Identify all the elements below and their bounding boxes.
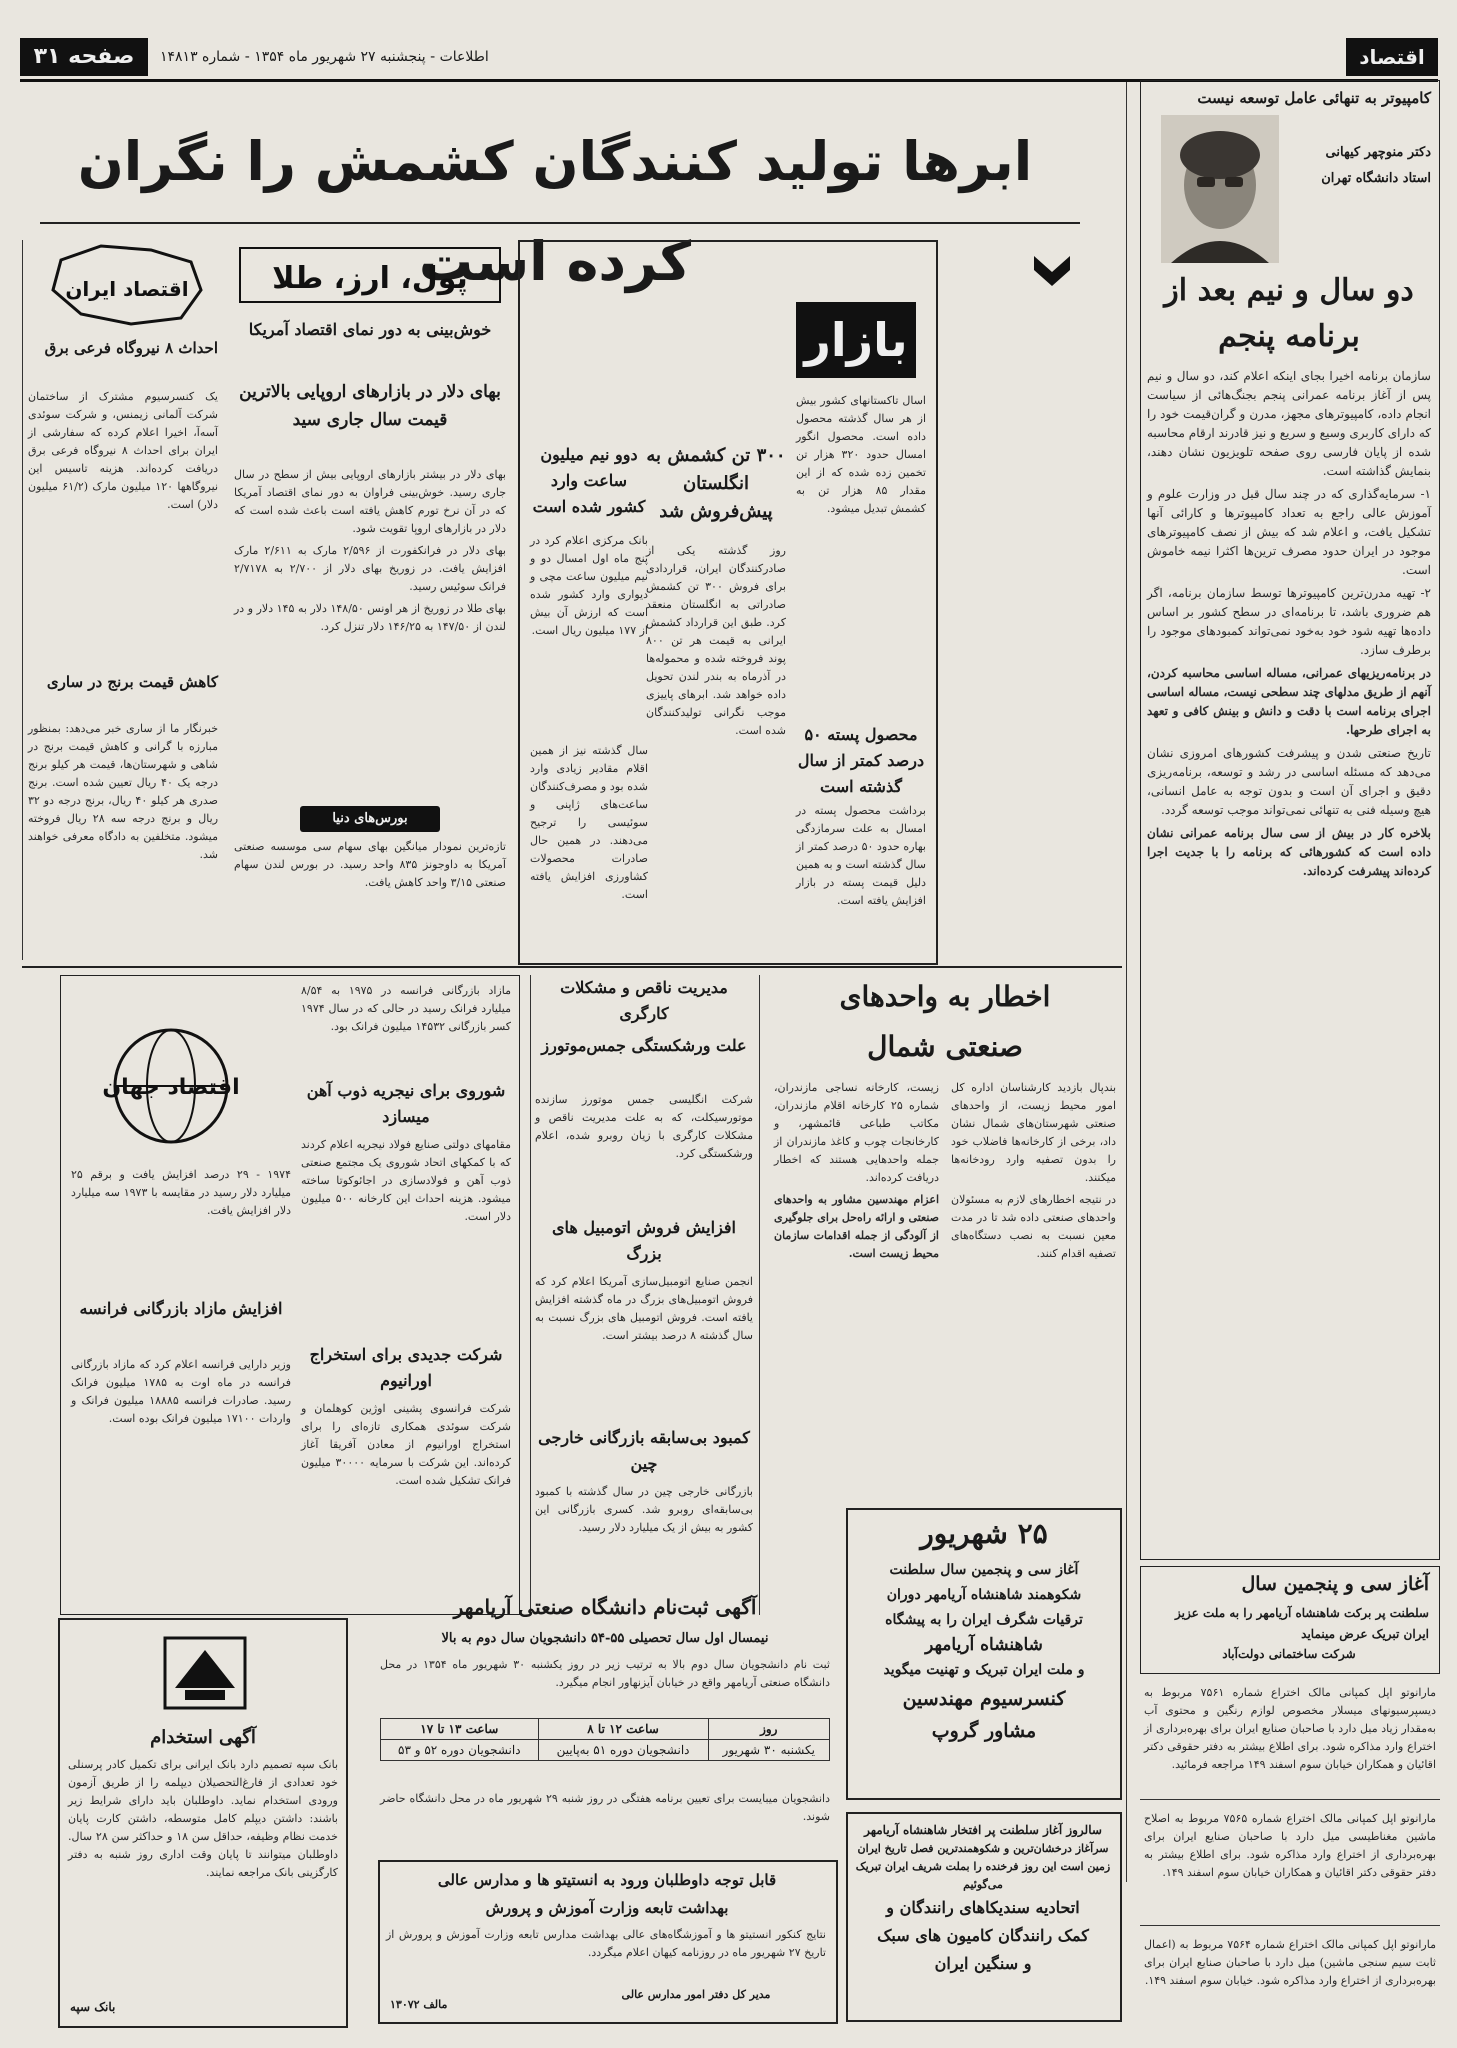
world-economy-section: [60, 975, 520, 1615]
bazaar-label: بازار: [796, 302, 916, 378]
hiring-ad: [58, 1618, 348, 2028]
right-column-divider: [1126, 82, 1127, 1882]
school-body: نتایج کنکور انستیتو ها و آموزشگاه‌های عالی بهداشت مدارس تابعه وزارت آموزش و پرورش از تاریخ ۲۷ شهریور ماه در روزنامه کیهان اعلام میگردد.: [386, 1928, 826, 1959]
university-table: [380, 1718, 830, 1778]
article-paragraph: سازمان برنامه اخیرا بجای اینکه اعلام کند، دو سال و نیم پس از آغاز برنامه عمرانی پنجم بجنگ‌هائی از سیاست انجام داده، کامپیوترهای مجهز، مدرن و گران‌قیمت خود را که دارای کاربری وسیع و سریع و نیز قادرند ارقام محاسبه شده از پایان فارسی روی صفحه تلویزیون نشان دهند، بنمایش گذاشته است.: [1147, 369, 1431, 478]
iran-economy-h1: احداث ۸ نیروگاه فرعی برق: [44, 339, 218, 357]
classified-1: [1140, 1680, 1440, 1800]
page-number: صفحه ۳۱: [20, 38, 148, 76]
bazaar-section: [518, 240, 938, 965]
shahrivar-lines: [852, 1558, 1116, 1794]
article-kicker: کامپیوتر به تنهائی عامل توسعه نیست: [1197, 89, 1431, 107]
shahrivar-line: آغاز سی و پنجمین سال سلطنت: [889, 1562, 1079, 1578]
hiring-body: بانک سپه تصمیم دارد بانک ایرانی برای تکمیل کادر پرسنلی خود تعدادی از فارغ‌التحصیلان دیپلمه را از طریق آزمون ورودی استخدام نماید. داوطلبان باید دارای شرایط زیر باشند: داشتن دیپلم کامل متوسطه، داشتن کارت پایان خدمت نظام وظیفه، حداقل سن ۱۸ و حداکثر سن ۲۸ سال. داوطلبان میتوانند تا پایان وقت اداری روز شنبه به دفتر کارگزینی بانک مراجعه نمایند.: [68, 1758, 338, 1879]
drivers-line: اتحادیه سندیکاهای رانندگان و: [886, 1898, 1080, 1917]
university-intro: ثبت نام دانشجویان سال دوم بالا به ترتیب زیر در روز یکشنبه ۳۰ شهریور ماه ۱۳۵۴ در محل دانشگاه صنعتی آریامهر واقع در خیابان آیزنهاور انجام میگیرد.: [380, 1658, 830, 1689]
bazaar-story3-title: دوو نیم میلیون ساعت وارد کشور شده است: [532, 445, 646, 516]
classified-text: مارانوتو اپل کمپانی مالک اختراع شماره ۷۵۶۴ مربوط به (اعمال ثابت سیم سنجی ماشین) میل دارد با صاحبان صنایع ایران برای بهره‌برداری از اختراع وارد مذاکره شود. خیابان سوم اسفند ۱۴۹.: [1144, 1938, 1436, 1987]
warning-col2: [774, 1079, 939, 1529]
iran-economy-column: [22, 240, 222, 960]
computer-article: [1140, 80, 1440, 1560]
management-h3: کمبود بی‌سابقه بازرگانی خارجی چین: [538, 1428, 750, 1473]
world-economy-h2: شرکت جدیدی برای استخراج اورانیوم: [309, 1345, 503, 1390]
bazaar-story3-body: بانک مرکزی اعلام کرد در پنج ماه اول امسال دو و نیم میلیون ساعت مچی و دیواری وارد کشور شده است که ارزش آن بیش از ۱۷۷ میلیون ریال است.: [530, 534, 648, 637]
university-subtitle: نیمسال اول سال تحصیلی ۵۵-۵۴ دانشجویان سال دوم به بالا: [441, 1631, 769, 1646]
currency-column: [230, 240, 510, 960]
currency-subtitle: بهای دلار در بازارهای اروپایی بالاترین قیمت سال جاری سید: [239, 382, 501, 430]
bourse-label: بورس‌های دنیا: [300, 806, 440, 832]
drivers-line: سالروز آغاز سلطنت پر افتخار شاهنشاه آریامهر: [864, 1823, 1102, 1837]
shahrivar-big: ۲۵ شهریور: [920, 1517, 1048, 1550]
article-paragraph: تاریخ صنعتی شدن و پیشرفت کشورهای امروزی نشان می‌دهد که مسئله اساسی در رشد و توسعه، برنامه‌ریزی دقیق و اجرای آن است و بدون توجه به عامل انسانی، هیچ وسیله فنی به تنهائی نمی‌تواند موجب توسعه گردد.: [1147, 746, 1431, 817]
chevron-down-icon: [1030, 250, 1074, 298]
bazaar-story2-body: برداشت محصول پسته در امسال به علت سرمازدگی بهاره حدود ۵۰ درصد کمتر از سال گذشته است و به همین دلیل قیمت پسته در بازار افزایش یافته است.: [796, 804, 926, 907]
management-body2: انجمن صنایع اتومبیل‌سازی آمریکا اعلام کرد که فروش اتومبیل‌های بزرگ در ماه گذشته افزایش یافته است. فروش اتومبیل های بزرگ نسبت به سال گذشته ۸ درصد بیشتر است.: [535, 1275, 753, 1342]
table-header: ساعت ۱۳ تا ۱۷: [381, 1719, 539, 1740]
globe-logo: [81, 1016, 261, 1156]
article-paragraph: بلاخره کار در بیش از سی سال برنامه عمرانی نشان داده است که کشورهائی که برنامه را با جدیت اجرا کرده‌اند پیشرفت کرده‌اند.: [1147, 826, 1431, 878]
currency-logo: [240, 240, 500, 310]
world-economy-b2: شرکت فرانسوی پشینی اوژین کوهلمان و شرکت سوئدی همکاری تازه‌ای را برای استخراج اورانیوم از معادن آفریقا آغاز کرده‌اند. این شرکت با سرمایه ۳۰۰۰۰ میلیون فرانک تشکیل شده است.: [301, 1402, 511, 1487]
currency-paragraph: بهای دلار در فرانکفورت از ۲/۵۹۶ مارک به ۲/۶۱۱ مارک افزایش یافت. در زوریخ بهای دلار از ۲/۷۰۰ به ۲/۷۱۷۸ فرانک سوئیس رسید.: [234, 544, 506, 593]
article-body: [1147, 367, 1431, 1547]
classified-text: مارانوتو اپل کمپانی مالک اختراع شماره ۷۵۶۱ مربوط به دیسپرسیونهای میسلار مخصوص لوازم رنگین و محتوی آب به‌مقدار زیاد میل دارد با صاحبان صنایع ایران برای بهره‌برداری از اختراع وارد مذاکره شود. برای اطلاع بیشتر به دفتر حقوقی دکتر اقائیان و همکاران خیابان سوم اسفند ۱۴۹ مراجعه فرمائید.: [1144, 1686, 1436, 1771]
world-economy-mid: ۱۹۷۴ - ۲۹ درصد افزایش یافت و برقم ۲۵ میلیارد دلار رسید در مقایسه با ۱۹۷۳ سه میلیارد دلار افزایش یافت.: [71, 1168, 291, 1217]
issue-line: اطلاعات - پنجشنبه ۲۷ شهریور ماه ۱۳۵۴ - شماره ۱۴۸۱۳: [160, 49, 489, 65]
school-ad: [378, 1860, 838, 2024]
iran-logo-text: اقتصاد ایران: [65, 277, 189, 301]
warning-paragraph: زیست، کارخانه نساجی مازندران، شماره ۲۵ کارخانه اقلام مازندران، مکاتب طباعی قائمشهر، و کارخانجات چوب و کاغذ مازندران از جمله واحدهایی هستند که اخطار دریافت کرده‌اند.: [774, 1081, 940, 1184]
management-column: [530, 975, 760, 1615]
iran-economy-b1: یک کنسرسیوم مشترک از ساختمان شرکت آلمانی زیمنس، و شرکت سوئدی آسه‌آ، اخیرا اعلام کرده که سفارشی از ایران برای احداث ۸ نیروگاه فرعی برق دریافت کرده‌اند. هزینه تاسیس این نیروگاهها ۱۲۰ میلیون مارک (۶۱/۲ میلیون دلار) است.: [28, 390, 219, 511]
middle-rule: [22, 966, 1122, 968]
shahrivar-line: شاهنشاه آریامهر: [925, 1635, 1043, 1655]
article-title-line2: برنامه پنجم: [1218, 319, 1360, 354]
management-h2: افزایش فروش اتومبیل های بزرگ: [551, 1218, 736, 1263]
main-headline: ابرها تولید کنندگان کشمش را نگران کرده است: [77, 130, 1033, 293]
warning-title1: اخطار به واحدهای: [839, 980, 1051, 1013]
currency-paragraph: بهای طلا در زوریخ از هر اونس ۱۴۸/۵۰ دلار به ۱۴۵ دلار و در لندن از ۱۴۷/۵۰ به ۱۴۶/۲۵ دلار تنزل کرد.: [234, 602, 506, 633]
university-title: آگهی ثبت‌نام دانشگاه صنعتی آریامهر: [453, 1595, 757, 1619]
table-cell: دانشجویان دوره ۵۲ و ۵۳: [381, 1740, 539, 1761]
warning-paragraph: اعزام مهندسین مشاور به واحدهای صنعتی و ارائه راه‌حل برای جلوگیری از آلودگی از جمله اقدامات سازمان محیط زیست است.: [774, 1193, 939, 1260]
school-ref: مالف ۱۳۰۷۲: [390, 1998, 448, 2011]
world-economy-b1: مقامهای دولتی صنایع فولاد نیجریه اعلام کردند که با کمکهای اتحاد شوروی یک مجتمع صنعتی ذوب آهن و فولادسازی در اجائوکوتا ساخته میشود. هزینه احداث این کارخانه ۵۰۰ میلیون دلار است.: [301, 1138, 511, 1223]
headline-rule: [40, 222, 1080, 224]
shahrivar-line: شکوهمند شاهنشاه آریامهر دوران: [886, 1587, 1082, 1603]
author-name: دکتر منوچهر کیهانی: [1325, 145, 1431, 160]
school-title1: قابل توجه داوطلبان ورود به انستیتو ها و مدارس عالی: [437, 1871, 777, 1889]
table-cell: دانشجویان دوره ۵۱ به‌پایین: [538, 1740, 708, 1761]
drivers-line: و سنگین ایران: [934, 1954, 1032, 1973]
warning-col1: [951, 1079, 1116, 1529]
author-title: استاد دانشگاه تهران: [1321, 171, 1431, 186]
classified-3: [1140, 1932, 1440, 2032]
world-economy-b3: وزیر دارایی فرانسه اعلام کرد که مازاد بازرگانی فرانسه در ماه اوت به ۱۷۸۵ میلیون فرانک رسید. صادرات فرانسه ۱۸۸۸۵ میلیون فرانک و واردات ۱۷۱۰۰ میلیون فرانک بوده است.: [71, 1358, 291, 1425]
university-ad: [370, 1590, 840, 1850]
school-title2: بهداشت تابعه وزارت آموزش و پرورش: [485, 1899, 729, 1917]
bourse-body: تازه‌ترین نمودار میانگین بهای سهام سی موسسه صنعتی آمریکا به داوجونز ۸۳۵ واحد رسید. در بورس لندن سهام صنعتی ۳/۱۵ واحد کاهش یافت.: [234, 840, 506, 889]
iran-map-logo: [41, 240, 211, 330]
world-economy-h3: افزایش مازاد بازرگانی فرانسه: [79, 1299, 283, 1318]
shahrivar-line: مشاور گروپ: [931, 1720, 1037, 1742]
drivers-line: کمک رانندگان کامیون های سبک: [877, 1926, 1089, 1945]
shahrivar-line: کنسرسیوم مهندسین: [902, 1688, 1066, 1710]
drivers-union-ad: [846, 1812, 1122, 2022]
masthead: [20, 38, 1438, 82]
warning-title2: صنعتی شمال: [867, 1030, 1023, 1063]
announcement-title: آغاز سی و پنجمین سال: [1241, 1573, 1429, 1595]
section-label: اقتصاد: [1346, 38, 1438, 76]
table-header: ساعت ۱۲ تا ۸: [538, 1719, 708, 1740]
article-paragraph: ۲- تهیه مدرن‌ترین کامپیوترها توسط سازمان برنامه، اگر هم ضروری باشد، تا برنامه‌ای در سطح کشور بر اساس داده‌ها تهیه شود خود به‌خود نمی‌تواند کمبودهای موجود را برطرف سازد.: [1147, 586, 1431, 657]
currency-title: خوش‌بینی به دور نمای اقتصاد آمریکا: [248, 320, 492, 339]
currency-body: [234, 466, 506, 796]
table-row: [381, 1740, 830, 1761]
iran-economy-h2: کاهش قیمت برنج در ساری: [46, 673, 218, 691]
hiring-signature: بانک سپه: [70, 2000, 116, 2014]
classified-text: مارانوتو اپل کمپانی مالک اختراع شماره ۷۵۶۵ مربوط به اصلاح ماشین مغناطیسی میل دارد با صاحبان صنایع ایران برای بهره‌برداری از اختراع وارد مذاکره شود. برای اطلاع بیشتر به دفتر حقوقی دکتر اقائیان و همکاران خیابان سوم اسفند ۱۴۹.: [1144, 1812, 1436, 1879]
hiring-title: آگهی استخدام: [150, 1727, 256, 1748]
currency-logo-text: پول، ارز، طلا: [272, 261, 468, 296]
drivers-line: سرآغاز درخشان‌ترین و شکوهمندترین فصل تاریخ ایران زمین است این روز فرخنده را بملت شریف ایران تبریک می‌گوئیم: [855, 1842, 1111, 1891]
classified-2: [1140, 1806, 1440, 1926]
article-paragraph: ۱- سرمایه‌گذاری که در چند سال قبل در وزارت علوم و آموزش عالی راجع به تعداد کامپیوترها و کارائی آنها تشکیل یافت، و اعلام شد که بیش از نصف کامپیوترهای موجود در ایران حدود مصرف ترین‌ها اکثرا نیمه خاموش است.: [1147, 487, 1431, 577]
announcement-body: سلطنت پر برکت شاهنشاه آریامهر را به ملت عزیز ایران تبریک عرض مینماید: [1175, 1606, 1429, 1641]
university-footer: دانشجویان میبایست برای تعیین برنامه هفتگی در روز شنبه ۲۹ شهریور ماه در محل دانشگاه حاضر شوند.: [380, 1792, 831, 1823]
management-body3: بازرگانی خارجی چین در سال گذشته با کمبود بی‌سابقه‌ای روبرو شد. کسری بازرگانی این کشور به بیش از یک میلیارد دلار رسید.: [535, 1485, 753, 1534]
shahrivar-ad: [846, 1508, 1122, 1800]
currency-paragraph: بهای دلار در بیشتر بازارهای اروپایی بیش از سطح در سال جاری رسید. خوش‌بینی فراوان به دور نمای اقتصاد آمریکا که در آن نرخ تورم کاهش یافته است باعث شده است که دلار در بازارهای اروپا تقویت شود.: [234, 468, 506, 535]
iran-economy-b2: خبرنگار ما از ساری خبر می‌دهد: بمنظور مبارزه با گرانی و کاهش قیمت برنج در شاهی و شهرستان‌ها، قیمت هر کیلو برنج درجه یک ۴۰ ریال تعیین شده است. برنج صدری هر کیلو ۴۰ ریال، برنج درجه دو ۳۲ ریال و برنج درجه سه ۲۸ ریال فروخته میشود. متخلفین به دادگاه معرفی خواهند شد.: [28, 722, 219, 861]
table-header: روز: [708, 1719, 829, 1740]
bank-logo: [155, 1628, 255, 1718]
table-header-row: [381, 1719, 830, 1740]
bazaar-story1-title: ۳۰۰ تن کشمش به انگلستان پیش‌فروش شد: [646, 445, 786, 522]
announcement-signature: شرکت ساختمانی دولت‌آباد: [1222, 1647, 1356, 1661]
author-portrait: [1161, 115, 1279, 263]
bazaar-story2-title: محصول پسته ۵۰ درصد کمتر از سال گذشته است: [797, 725, 925, 796]
table-cell: یکشنبه ۳۰ شهریور: [708, 1740, 829, 1761]
world-logo-text: اقتصاد جهان: [102, 1075, 240, 1100]
drivers-ad-lines: [852, 1820, 1114, 2020]
article-title-line1: دو سال و نیم بعد از: [1164, 273, 1414, 308]
shahrivar-line: و ملت ایران تبریک و تهنیت میگوید: [883, 1662, 1085, 1678]
shahrivar-line: ترقیات شگرف ایران را به پیشگاه: [885, 1612, 1083, 1628]
warning-paragraph: بندپال بازدید کارشناسان اداره کل امور محیط زیست، از واحدهای صنعتی شهرستان‌های شمال نشان داد، برخی از کارخانه‌ها فاضلاب خود را بدون تصفیه وارد رودخانه‌ها میکنند.: [951, 1081, 1116, 1184]
management-title1: مدیریت ناقص و مشکلات کارگری: [560, 978, 728, 1023]
management-title2: علت ورشکستگی جمس‌موتورز: [541, 1036, 747, 1055]
article-paragraph: در برنامه‌ریزیهای عمرانی، مساله اساسی محاسبه کردن، آنهم از طریق مدلهای چند سطحی نیست، مساله اساسی اجرای برنامه است با دقت و دانش و بینش کافی و تعهد به اجرای طرحها.: [1147, 666, 1431, 737]
bazaar-top-story: اسال تاکستانهای کشور بیش از هر سال گذشته محصول داده است. محصول انگور امسال حدود ۳۲۰ هزار تن تخمین زده شده که از این مقدار ۸۵ هزار تن به کشمش تبدیل میشود.: [796, 394, 926, 515]
bazaar-story1-body: روز گذشته یکی از صادرکنندگان ایران، قراردادی برای فروش ۳۰۰ تن کشمش صادراتی به انگلستان منعقد کرد. طبق این قرارداد کشمش ایرانی به قیمت هر تن ۸۰۰ پوند فروخته شده و محموله‌ها در آذرماه به بندر لندن تحویل داده خواهد شد. ابرهای پاییزی موجب نگرانی تولیدکنندگان شده است.: [646, 544, 786, 737]
world-economy-h1: شوروی برای نیجریه ذوب آهن میسازد: [306, 1081, 506, 1126]
bazaar-story4-body: سال گذشته نیز از همین اقلام مقادیر زیادی وارد شده بود و مصرف‌کنندگان ساعت‌های ژاپنی و سوئیسی را ترجیح می‌دهند. در همین حال صادرات محصولات کشاورزی افزایش یافته است.: [530, 744, 648, 901]
world-economy-top: مازاد بازرگانی فرانسه در ۱۹۷۵ به ۸/۵۴ میلیارد فرانک رسید در حالی که در سال ۱۹۷۴ کسر بازرگانی ۱۴۵۳۲ میلیون فرانک بود.: [301, 984, 512, 1033]
school-signature: مدیر کل دفتر امور مدارس عالی: [621, 1988, 771, 2001]
warning-paragraph: در نتیجه اخطارهای لازم به مسئولان واحدهای صنعتی داده شد تا در مدت معین نسبت به نصب دستگاه‌های تصفیه اقدام کنند.: [951, 1193, 1116, 1260]
announcement-35th: [1140, 1566, 1440, 1674]
schedule-table: [380, 1718, 830, 1761]
warning-article: [770, 975, 1120, 1535]
management-body1: شرکت انگلیسی جمس موتورز سازنده موتورسیکلت، که به علت مدیریت ناقص و مشکلات کارگری با زیان روبرو شده، اعلام ورشکستگی کرد.: [535, 1093, 753, 1160]
